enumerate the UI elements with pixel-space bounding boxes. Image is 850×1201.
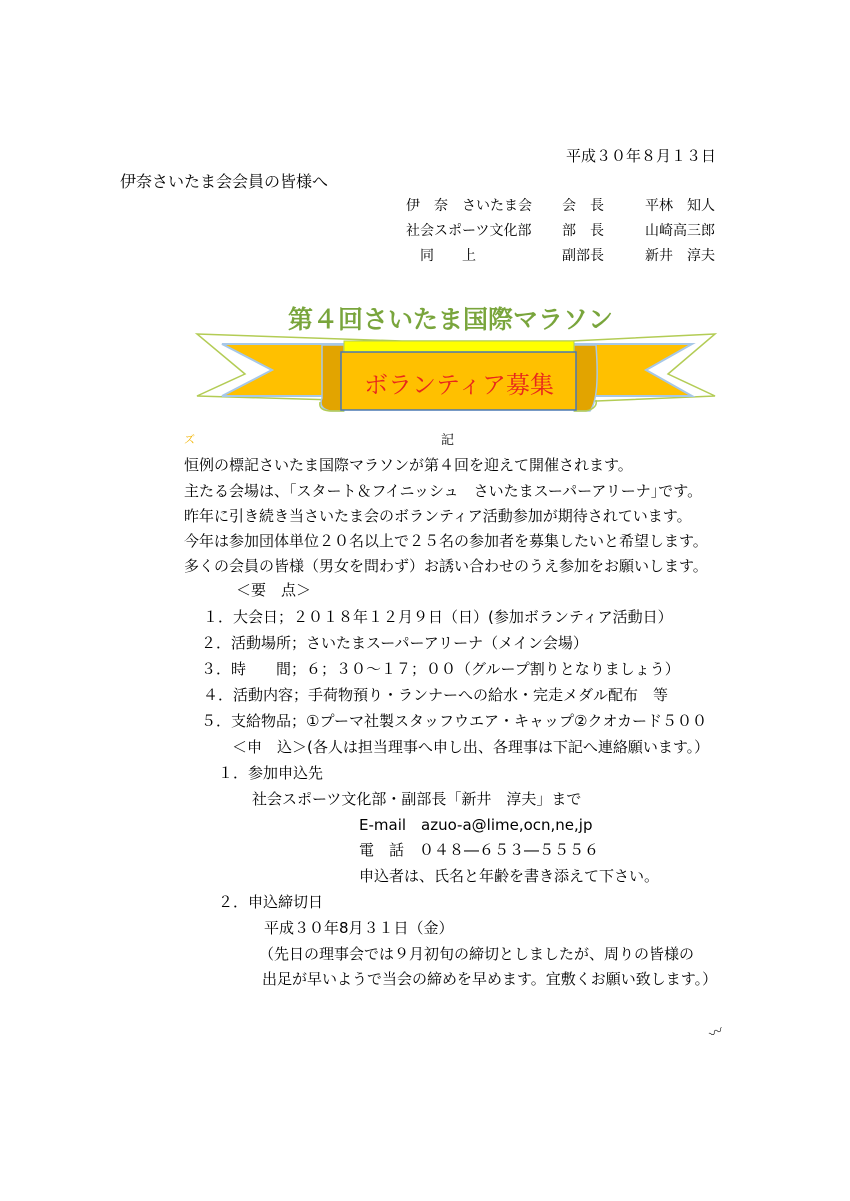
sec1-title: １．参加申込先 <box>218 764 324 782</box>
ribbon-banner <box>0 0 850 430</box>
intro-line-2: 主たる会場は、｢スタート＆フイニッシュ さいたまスーパーアリーナ｣です。 <box>184 482 703 500</box>
squiggle-mark: 〰 <box>706 1022 727 1044</box>
signer-name-1: 平林 知人 <box>645 198 715 214</box>
ki-heading: 記 <box>441 433 455 448</box>
youten-heading: ＜要 点＞ <box>236 581 312 599</box>
contact-email: E-mail azuo-a@lime,ocn,ne,jp <box>359 816 593 834</box>
youten-item-3: ３．時 間；６；３０～１７；００（グループ割りとなりましょう） <box>201 660 680 678</box>
signer-org-1: 伊 奈 さいたま会 <box>406 198 532 214</box>
intro-line-5: 多くの会員の皆様（男女を問わず）お誘い合わせのうえ参加をお願いします。 <box>184 557 708 575</box>
intro-line-1: 恒例の標記さいたま国際マラソンが第４回を迎えて開催されます。 <box>184 456 633 474</box>
date: 平成３０年８月１３日 <box>566 147 717 165</box>
intro-line-4: 今年は参加団体単位２０名以上で２５名の参加者を募集したいと希望します。 <box>184 532 708 550</box>
greeting: 伊奈さいたま会会員の皆様へ <box>120 172 329 191</box>
youten-item-2: ２．活動場所；さいたまスーパーアリーナ（メイン会場） <box>201 634 588 652</box>
deadline-note-2: 出足が早いようで当会の締めを早めます。宜敷くお願い致します。） <box>262 970 718 988</box>
contact-line: 社会スポーツ文化部・副部長「新井 淳夫」まで <box>252 790 582 808</box>
corner-mark: ズ <box>184 433 195 446</box>
contact-phone: 電 話 ０４８―６５３―５５５６ <box>359 841 600 859</box>
intro-line-3: 昨年に引き続き当さいたま会のボランティア活動参加が期待されています。 <box>184 507 692 525</box>
signer-role-1: 会 長 <box>562 198 604 214</box>
banner-title: 第４回さいたま国際マラソン <box>288 305 614 334</box>
signer-org-3: 同 上 <box>406 248 476 264</box>
signer-role-3: 副部長 <box>562 248 604 264</box>
sec2-title: ２．申込締切日 <box>218 893 324 911</box>
moushikomi-heading: ＜申 込＞(各人は担当理事へ申し出、各理事は下記へ連絡願います。） <box>232 738 710 756</box>
application-note: 申込者は、氏名と年齢を書き添えて下さい。 <box>359 867 660 885</box>
signer-name-3: 新井 淳夫 <box>645 248 715 264</box>
banner-subtitle: ボランティア募集 <box>363 371 555 399</box>
youten-item-1: １．大会日；２０１８年１２月９日（日）(参加ボランティア活動日） <box>203 608 673 626</box>
deadline-date: 平成３０年8月３１日（金） <box>264 919 454 937</box>
youten-item-4: ４．活動内容；手荷物預り・ランナーへの給水・完走メダル配布 等 <box>203 686 669 704</box>
youten-item-5: ５．支給物品；①プーマ社製スタッフウエア・キャップ②クオカード５００ <box>201 712 707 730</box>
ribbon-right-fold <box>574 345 597 411</box>
signer-name-2: 山崎高三郎 <box>645 223 715 239</box>
deadline-note-1: （先日の理事会では９月初旬の締切としましたが、周りの皆様の <box>259 945 695 963</box>
signer-role-2: 部 長 <box>562 223 604 239</box>
signer-org-2: 社会スポーツ文化部 <box>406 223 532 239</box>
